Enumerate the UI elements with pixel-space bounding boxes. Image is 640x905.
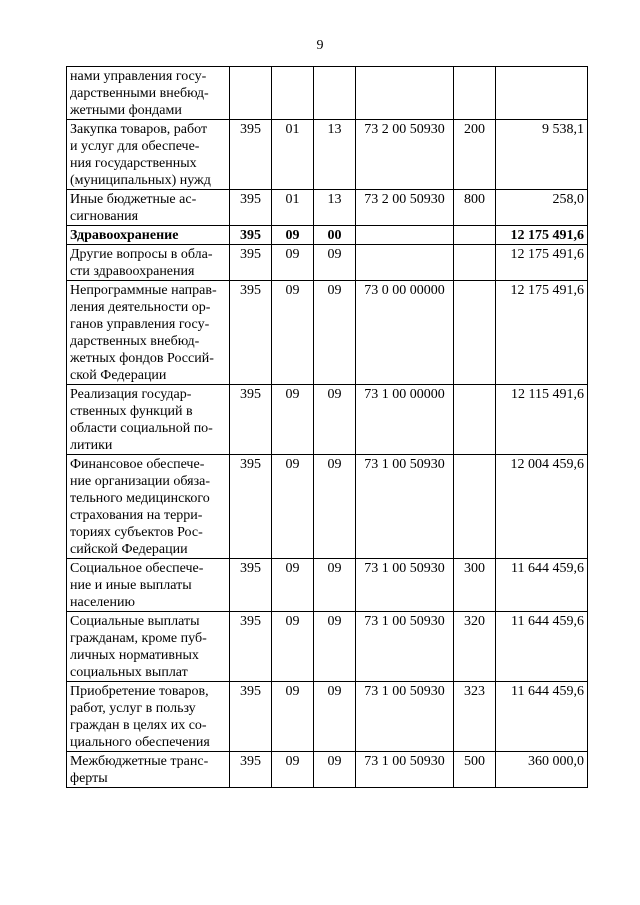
cell-section: 01: [272, 190, 314, 226]
cell-amount: 258,0: [496, 190, 588, 226]
item-name-line: ления деятельности ор-: [70, 300, 211, 315]
table-row: [67, 245, 588, 281]
cell-grbs: 395: [230, 226, 272, 245]
cell-section: 09: [272, 612, 314, 682]
cell-item-name: [67, 281, 230, 385]
cell-section: 09: [272, 559, 314, 612]
cell-grbs: 395: [230, 245, 272, 281]
cell-item-name: [67, 752, 230, 788]
cell-target-article: [356, 67, 454, 120]
cell-expense-type: 323: [454, 682, 496, 752]
item-name-line: Непрограммные направ-: [70, 283, 217, 298]
cell-grbs: [230, 67, 272, 120]
cell-target-article: 73 1 00 50930: [356, 455, 454, 559]
cell-amount: 12 115 491,6: [496, 385, 588, 455]
item-name-line: личных нормативных: [70, 648, 199, 663]
item-name-line: Социальное обеспече-: [70, 561, 204, 576]
cell-grbs: 395: [230, 190, 272, 226]
cell-target-article: [356, 245, 454, 281]
cell-subsection: 09: [314, 455, 356, 559]
item-name-line: тельного медицинского: [70, 491, 210, 506]
cell-expense-type: 500: [454, 752, 496, 788]
cell-section: 09: [272, 682, 314, 752]
cell-subsection: 09: [314, 245, 356, 281]
cell-target-article: 73 2 00 50930: [356, 190, 454, 226]
cell-item-name: [67, 385, 230, 455]
cell-expense-type: 320: [454, 612, 496, 682]
cell-section: 09: [272, 385, 314, 455]
table-row: [67, 752, 588, 788]
cell-grbs: 395: [230, 281, 272, 385]
table-row: [67, 67, 588, 120]
page-number: 9: [316, 38, 324, 53]
item-name-line: области социальной по-: [70, 421, 213, 436]
cell-amount: 11 644 459,6: [496, 559, 588, 612]
cell-item-name: [67, 190, 230, 226]
table-row: [67, 120, 588, 190]
cell-amount: 9 538,1: [496, 120, 588, 190]
table-row: [67, 281, 588, 385]
cell-expense-type: [454, 226, 496, 245]
item-name-line: населению: [70, 595, 135, 610]
cell-target-article: 73 0 00 00000: [356, 281, 454, 385]
item-name-line: ния государственных: [70, 156, 197, 171]
cell-amount: 12 004 459,6: [496, 455, 588, 559]
cell-expense-type: [454, 385, 496, 455]
cell-item-name: [67, 455, 230, 559]
cell-item-name: [67, 120, 230, 190]
cell-target-article: 73 1 00 50930: [356, 682, 454, 752]
cell-amount: 12 175 491,6: [496, 281, 588, 385]
item-name-line: жетных фондов Россий-: [70, 351, 214, 366]
cell-target-article: 73 1 00 50930: [356, 612, 454, 682]
cell-item-name: [67, 226, 230, 245]
item-name-line: ской Федерации: [70, 368, 167, 383]
item-name-line: работ, услуг в пользу: [70, 701, 196, 716]
cell-expense-type: [454, 245, 496, 281]
cell-subsection: 13: [314, 190, 356, 226]
item-name-line: сийской Федерации: [70, 542, 188, 557]
table-row: [67, 190, 588, 226]
item-name-line: ние организации обяза-: [70, 474, 210, 489]
cell-grbs: 395: [230, 682, 272, 752]
cell-subsection: 09: [314, 752, 356, 788]
cell-expense-type: [454, 67, 496, 120]
cell-subsection: 09: [314, 281, 356, 385]
item-name-line: сти здравоохранения: [70, 264, 195, 279]
cell-expense-type: 300: [454, 559, 496, 612]
table-row: [67, 559, 588, 612]
cell-section: 09: [272, 455, 314, 559]
item-name-line: Приобретение товаров,: [70, 684, 209, 699]
cell-section: 01: [272, 120, 314, 190]
cell-subsection: 09: [314, 682, 356, 752]
cell-target-article: 73 1 00 50930: [356, 752, 454, 788]
cell-section: 09: [272, 281, 314, 385]
cell-amount: 11 644 459,6: [496, 612, 588, 682]
item-name-line: страхования на терри-: [70, 508, 203, 523]
item-name-line: дарственных внебюд-: [70, 334, 200, 349]
cell-target-article: [356, 226, 454, 245]
item-name-line: гражданам, кроме пуб-: [70, 631, 207, 646]
cell-amount: 11 644 459,6: [496, 682, 588, 752]
cell-subsection: 00: [314, 226, 356, 245]
cell-expense-type: 200: [454, 120, 496, 190]
cell-expense-type: [454, 455, 496, 559]
item-name-line: Социальные выплаты: [70, 614, 200, 629]
cell-section: 09: [272, 226, 314, 245]
item-name-line: и услуг для обеспече-: [70, 139, 200, 154]
cell-grbs: 395: [230, 385, 272, 455]
item-name-line: Реализация государ-: [70, 387, 192, 402]
item-name-line: Межбюджетные транс-: [70, 754, 209, 769]
item-name-line: ганов управления госу-: [70, 317, 210, 332]
cell-section: [272, 67, 314, 120]
cell-grbs: 395: [230, 559, 272, 612]
item-name-line: Здравоохранение: [70, 228, 179, 243]
cell-section: 09: [272, 245, 314, 281]
item-name-line: Другие вопросы в обла-: [70, 247, 213, 262]
cell-item-name: [67, 245, 230, 281]
budget-table: [66, 66, 588, 788]
table-row: [67, 226, 588, 245]
item-name-line: дарственными внебюд-: [70, 86, 209, 101]
cell-subsection: 09: [314, 559, 356, 612]
item-name-line: Иные бюджетные ас-: [70, 192, 197, 207]
item-name-line: ферты: [70, 771, 108, 786]
cell-subsection: [314, 67, 356, 120]
cell-item-name: [67, 612, 230, 682]
item-name-line: нами управления госу-: [70, 69, 207, 84]
cell-subsection: 09: [314, 612, 356, 682]
cell-grbs: 395: [230, 120, 272, 190]
cell-subsection: 13: [314, 120, 356, 190]
item-name-line: ние и иные выплаты: [70, 578, 192, 593]
item-name-line: ториях субъектов Рос-: [70, 525, 203, 540]
cell-item-name: [67, 682, 230, 752]
cell-target-article: 73 1 00 00000: [356, 385, 454, 455]
cell-amount: [496, 67, 588, 120]
item-name-line: Закупка товаров, работ: [70, 122, 208, 137]
cell-grbs: 395: [230, 455, 272, 559]
cell-amount: 360 000,0: [496, 752, 588, 788]
cell-expense-type: 800: [454, 190, 496, 226]
table-row: [67, 455, 588, 559]
item-name-line: ственных функций в: [70, 404, 193, 419]
item-name-line: сигнования: [70, 209, 139, 224]
item-name-line: литики: [70, 438, 113, 453]
item-name-line: циального обеспечения: [70, 735, 210, 750]
item-name-line: Финансовое обеспече-: [70, 457, 205, 472]
item-name-line: жетными фондами: [70, 103, 182, 118]
item-name-line: граждан в целях их со-: [70, 718, 207, 733]
cell-target-article: 73 2 00 50930: [356, 120, 454, 190]
cell-amount: 12 175 491,6: [496, 245, 588, 281]
cell-item-name: [67, 67, 230, 120]
cell-grbs: 395: [230, 752, 272, 788]
item-name-line: социальных выплат: [70, 665, 188, 680]
table-row: [67, 682, 588, 752]
cell-expense-type: [454, 281, 496, 385]
cell-section: 09: [272, 752, 314, 788]
cell-grbs: 395: [230, 612, 272, 682]
cell-target-article: 73 1 00 50930: [356, 559, 454, 612]
cell-item-name: [67, 559, 230, 612]
cell-subsection: 09: [314, 385, 356, 455]
table-row: [67, 385, 588, 455]
table-row: [67, 612, 588, 682]
item-name-line: (муниципальных) нужд: [70, 173, 211, 188]
cell-amount: 12 175 491,6: [496, 226, 588, 245]
